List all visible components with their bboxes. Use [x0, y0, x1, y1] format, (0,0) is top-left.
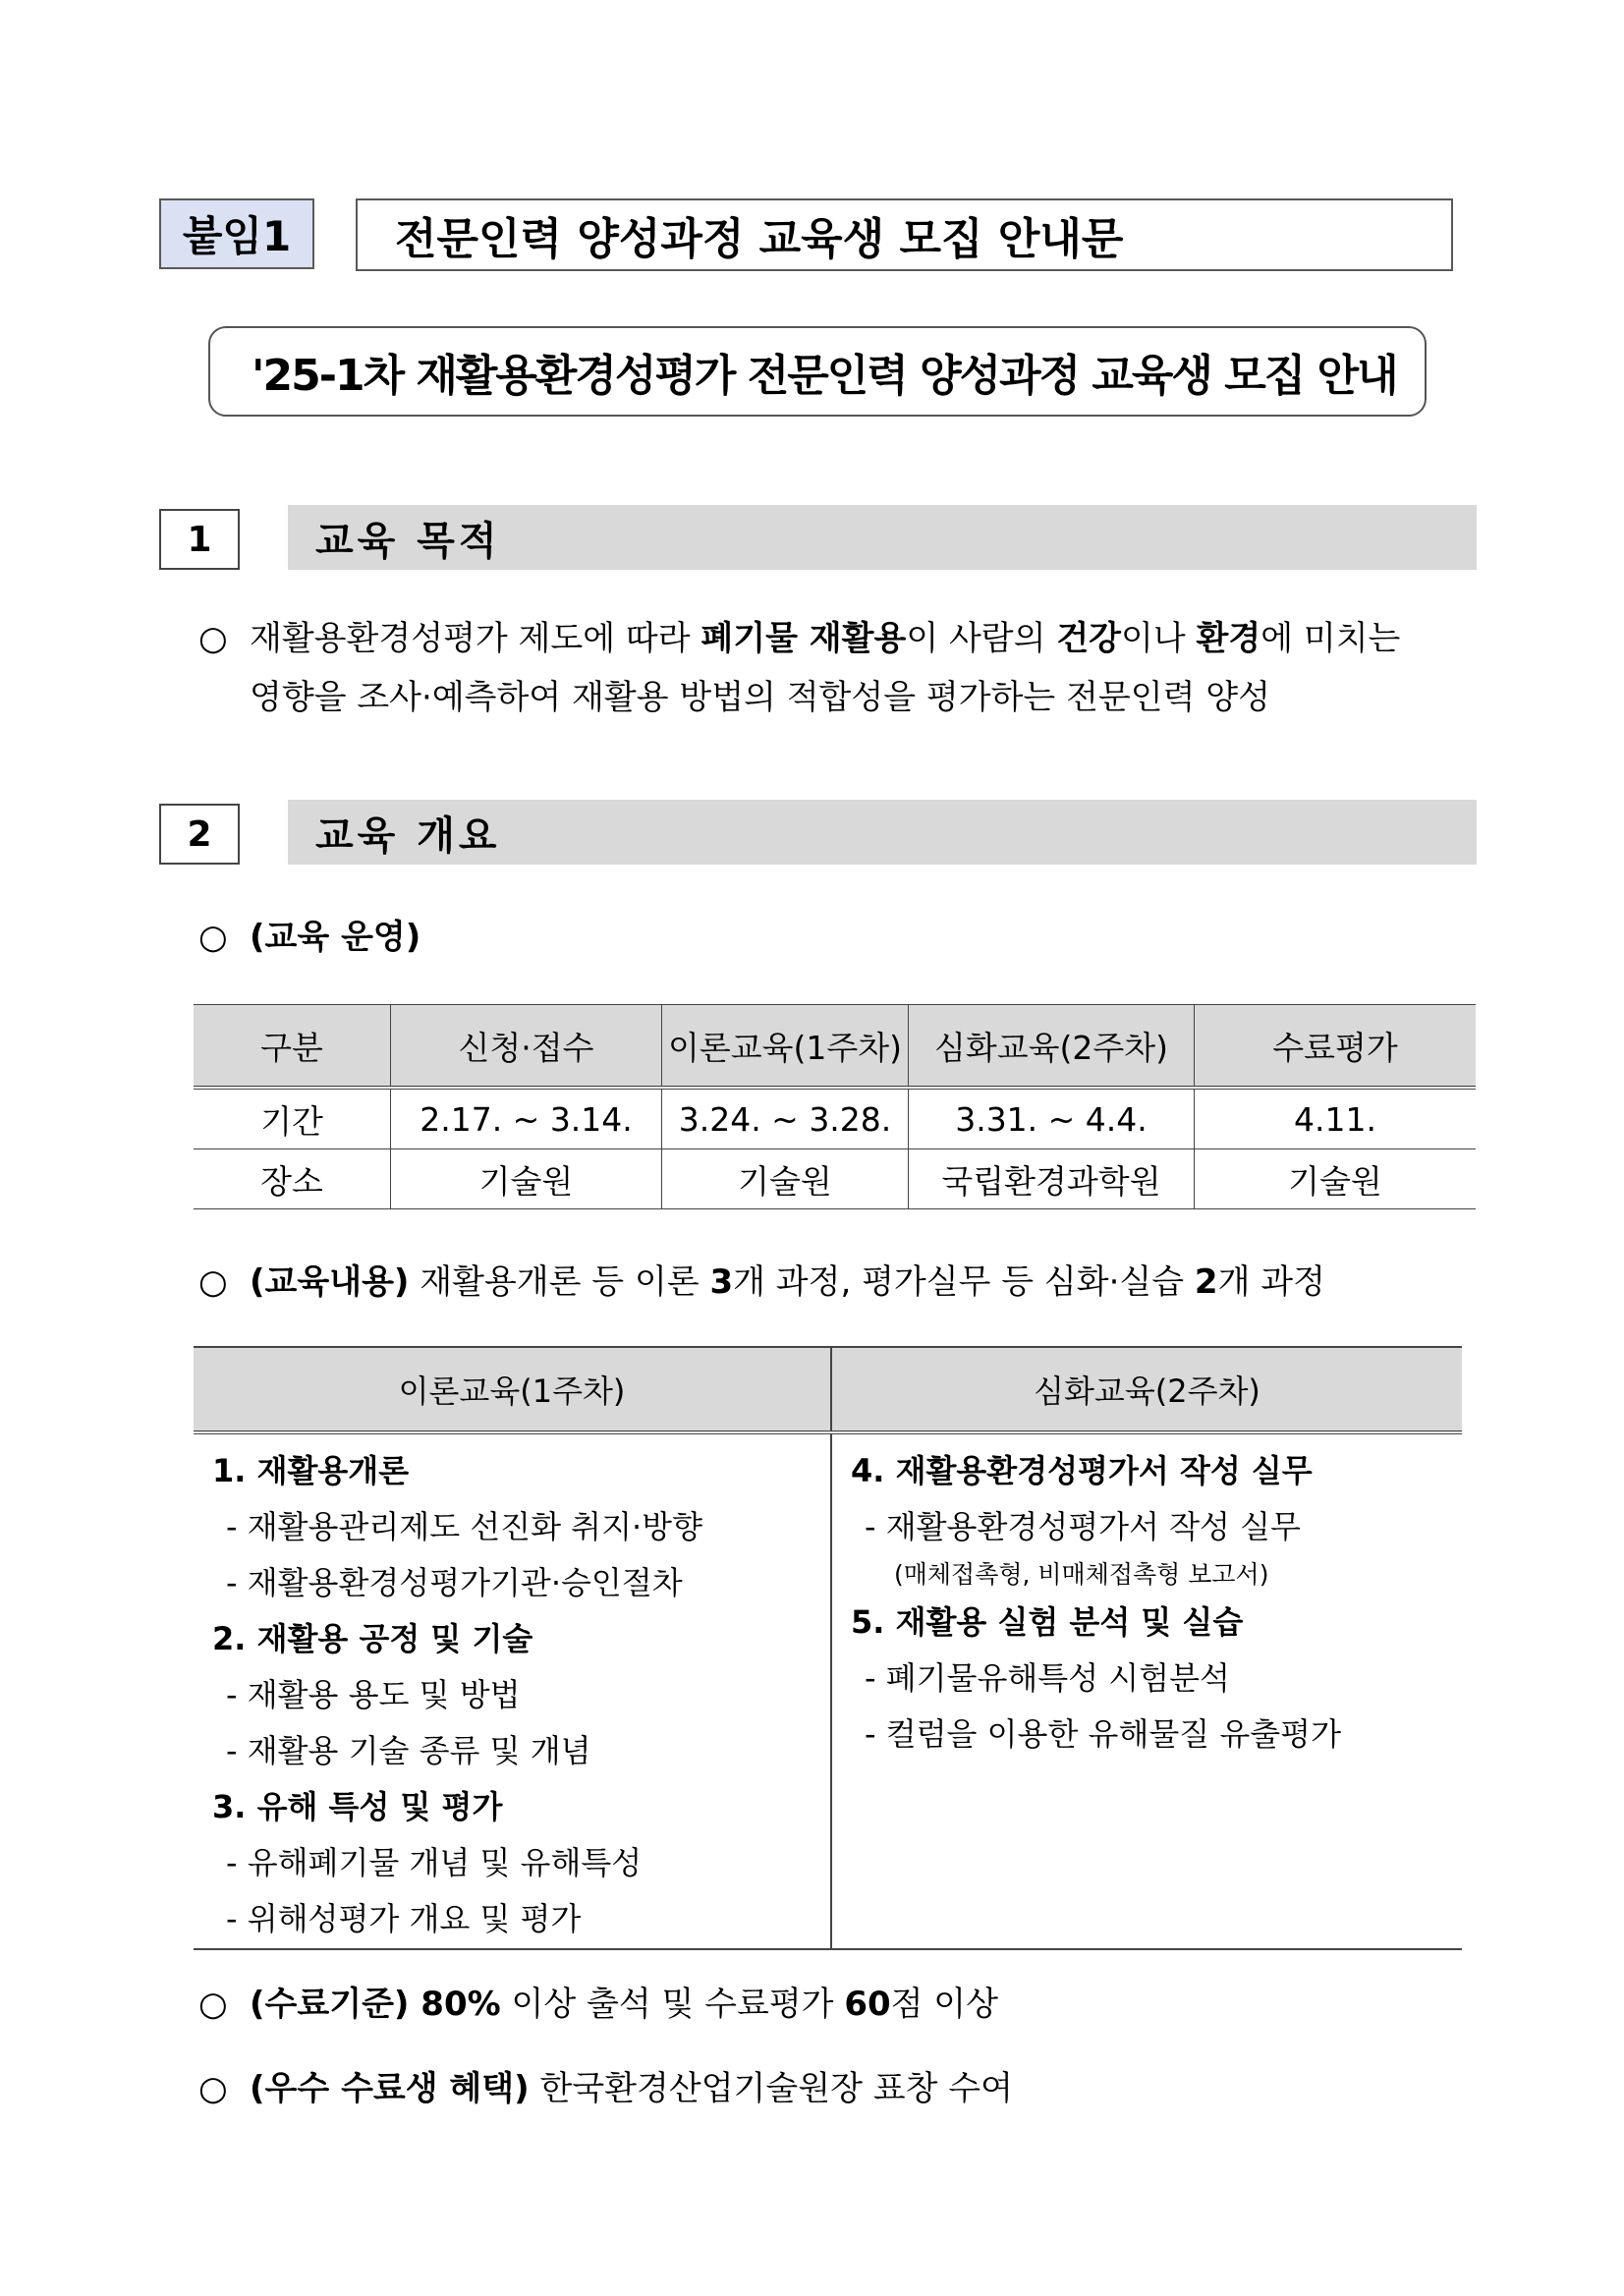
table-row	[194, 1088, 1476, 1149]
curriculum-note: (매체접촉형, 비매체접촉형 보고서)	[894, 1560, 1269, 1589]
schedule-table	[194, 1004, 1476, 1209]
table-cell: 국립환경과학원	[909, 1149, 1195, 1209]
table-cell: 기술원	[1195, 1149, 1477, 1209]
curriculum-advanced-list	[833, 1435, 1461, 1763]
operation-bullet: ○ (교육 운영)	[198, 918, 421, 957]
section-1-title: 교육 목적	[288, 505, 1477, 570]
section-2-title: 교육 개요	[288, 800, 1477, 865]
table-cell: 4.11.	[1195, 1088, 1477, 1149]
table-cell: 기술원	[662, 1149, 909, 1209]
purpose-bullet-line2: 영향을 조사·예측하여 재활용 방법의 적합성을 평가하는 전문인력 양성	[250, 678, 1270, 717]
table-cell: 장소	[194, 1149, 391, 1209]
section-2-number: 2	[159, 804, 240, 865]
document-title: '25-1차 재활용환경성평가 전문인력 양성과정 교육생 모집 안내	[208, 326, 1427, 417]
curriculum-subtopic: - 컬럼을 이용한 유해물질 유출평가	[865, 1715, 1342, 1753]
table-cell: 3.31. ~ 4.4.	[909, 1088, 1195, 1149]
curriculum-theory-list	[195, 1435, 829, 1947]
curriculum-subtopic: - 폐기물유해특성 시험분석	[865, 1659, 1230, 1697]
curriculum-topic: 1. 재활용개론	[212, 1452, 410, 1489]
curriculum-subtopic: - 재활용 용도 및 방법	[226, 1676, 521, 1713]
table-cell: 기간	[194, 1088, 391, 1149]
schedule-header-row	[194, 1005, 1476, 1089]
curriculum-subtopic: - 재활용 기술 종류 및 개념	[226, 1732, 591, 1769]
curriculum-header: 이론교육(1주차)	[194, 1347, 831, 1432]
curriculum-topic: 4. 재활용환경성평가서 작성 실무	[851, 1452, 1313, 1489]
curriculum-theory-cell	[194, 1432, 831, 1949]
curriculum-table	[194, 1346, 1462, 1950]
attachment-tag: 붙임1	[159, 198, 314, 269]
content-bullet: ○ (교육내용) 재활용개론 등 이론 3개 과정, 평가실무 등 심화·실습 2개 과정	[198, 1262, 1325, 1302]
criteria-bullet: ○ (수료기준) 80% 이상 출석 및 수료평가 60점 이상	[198, 1985, 998, 2024]
schedule-header: 구분	[194, 1005, 391, 1089]
curriculum-topic: 5. 재활용 실험 분석 및 실습	[851, 1603, 1244, 1641]
schedule-header: 심화교육(2주차)	[909, 1005, 1195, 1089]
curriculum-subtopic: - 재활용환경성평가기관·승인절차	[226, 1564, 683, 1601]
schedule-header: 수료평가	[1195, 1005, 1477, 1089]
curriculum-subtopic: - 유해폐기물 개념 및 유해특성	[226, 1844, 643, 1881]
curriculum-header-row	[194, 1347, 1462, 1432]
curriculum-subtopic: - 위해성평가 개요 및 평가	[226, 1900, 582, 1937]
purpose-bullet: ○ 재활용환경성평가 제도에 따라 폐기물 재활용이 사람의 건강이나 환경에 미치는	[198, 609, 1400, 668]
table-cell: 2.17. ~ 3.14.	[391, 1088, 662, 1149]
curriculum-topic: 3. 유해 특성 및 평가	[212, 1788, 503, 1825]
curriculum-topic: 2. 재활용 공정 및 기술	[212, 1620, 533, 1657]
curriculum-advanced-cell	[831, 1432, 1462, 1949]
curriculum-subtopic: - 재활용관리제도 선진화 취지·방향	[226, 1508, 703, 1545]
bullet-symbol: ○	[198, 619, 228, 658]
table-cell: 기술원	[391, 1149, 662, 1209]
table-row	[194, 1149, 1476, 1209]
section-1-number: 1	[159, 509, 240, 570]
schedule-header: 이론교육(1주차)	[662, 1005, 909, 1089]
table-cell: 3.24. ~ 3.28.	[662, 1088, 909, 1149]
curriculum-row	[194, 1432, 1462, 1949]
curriculum-header: 심화교육(2주차)	[831, 1347, 1462, 1432]
attachment-title: 전문인력 양성과정 교육생 모집 안내문	[356, 198, 1453, 271]
schedule-header: 신청·접수	[391, 1005, 662, 1089]
curriculum-subtopic: - 재활용환경성평가서 작성 실무	[865, 1508, 1301, 1545]
benefit-bullet: ○ (우수 수료생 혜택) 한국환경산업기술원장 표창 수여	[198, 2069, 1013, 2108]
